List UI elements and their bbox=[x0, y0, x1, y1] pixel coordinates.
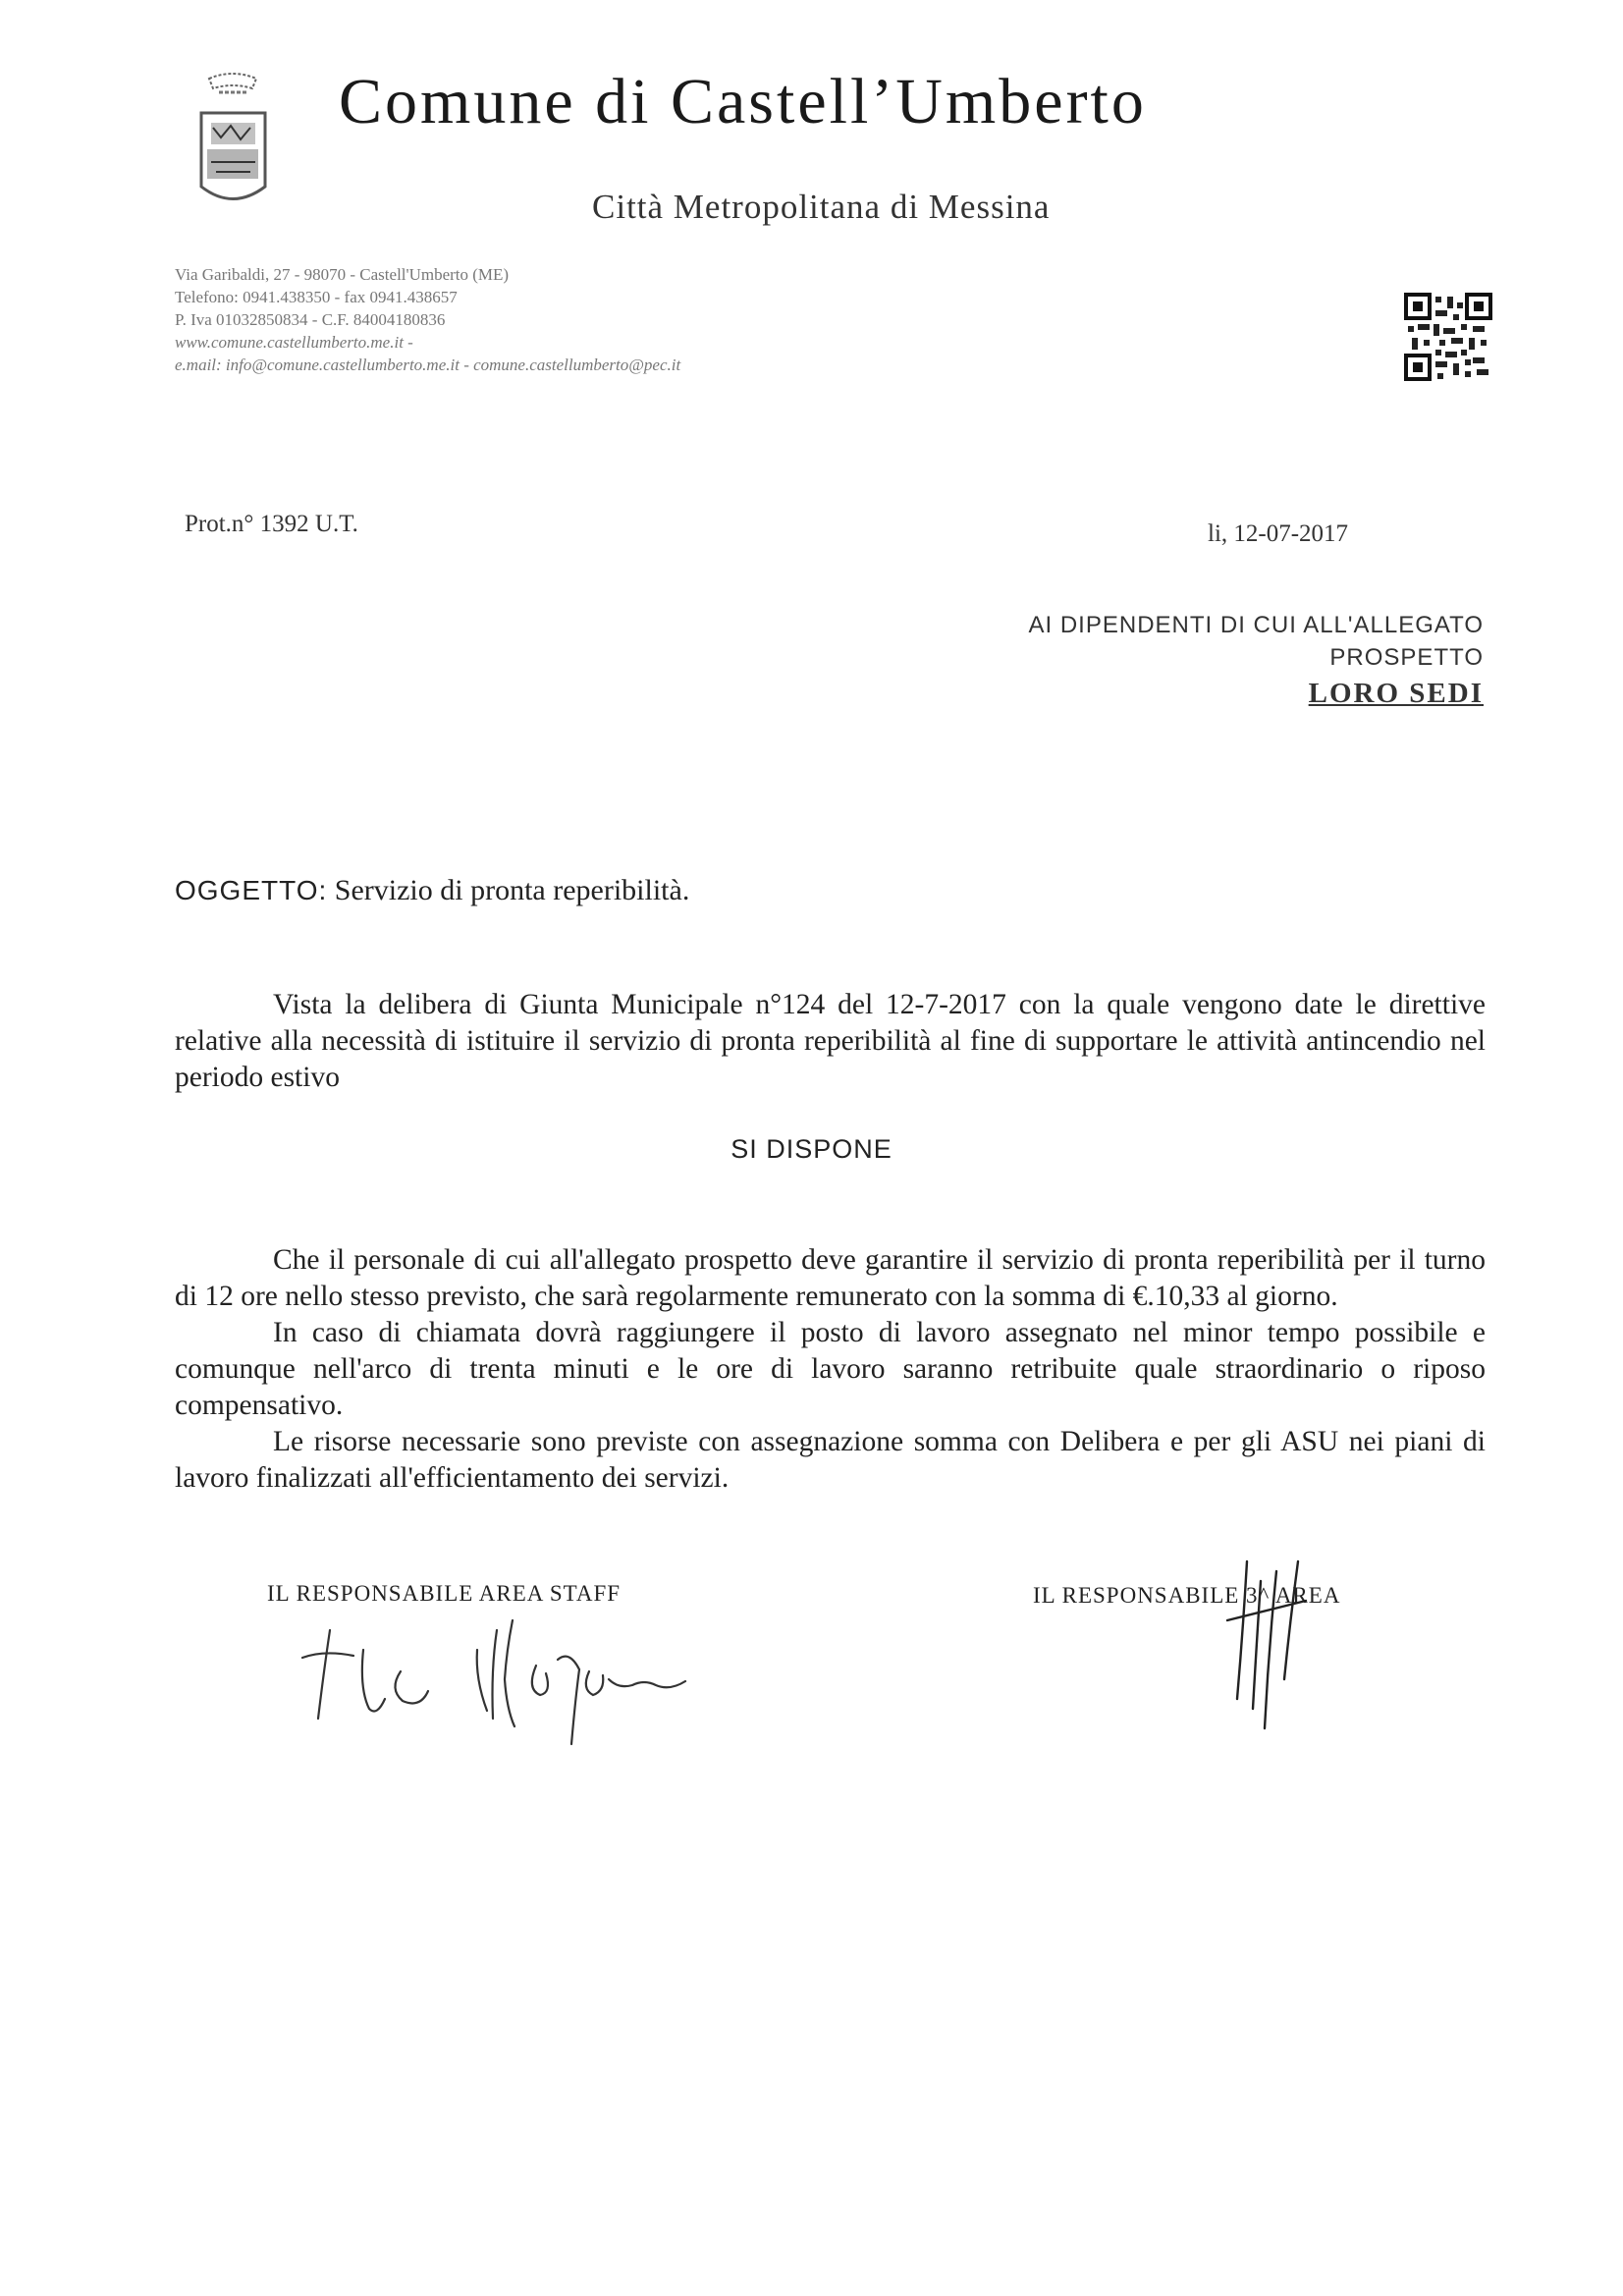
recipient-line-2: PROSPETTO bbox=[1329, 644, 1484, 671]
left-signature-label: IL RESPONSABILE AREA STAFF bbox=[267, 1581, 622, 1606]
body-paragraph-1: Vista la delibera di Giunta Municipale n°124 del 12-7-2017 con la quale vengono date le direttive relative alla necessità di istituire il servizio di pronta reperibilità al fine di supportare le attività antincendio nel periodo estivo bbox=[175, 989, 1486, 1093]
subject-label: OGGETTO: bbox=[175, 875, 328, 905]
right-handwritten-signature bbox=[1208, 1542, 1345, 1738]
tax-line: P. Iva 01032850834 - C.F. 84004180836 bbox=[175, 310, 446, 329]
document-date: li, 12-07-2017 bbox=[1208, 520, 1349, 547]
body-paragraphs bbox=[175, 1242, 1486, 1497]
municipal-crest-icon bbox=[191, 69, 275, 211]
municipality-title: Comune di Castell’Umberto bbox=[339, 66, 1147, 137]
recipient-line-3: LORO SEDI bbox=[1308, 678, 1484, 709]
body-paragraph-4: Le risorse necessarie sono previste con assegnazione somma con Delibera e per gli ASU nei piani di lavoro finalizzati all'efficientamento dei servizi. bbox=[175, 1426, 1486, 1494]
qr-code-icon bbox=[1404, 293, 1492, 381]
municipality-subtitle: Città Metropolitana di Messina bbox=[592, 188, 1051, 226]
phone-line: Telefono: 0941.438350 - fax 0941.438657 bbox=[175, 288, 458, 306]
address-line: Via Garibaldi, 27 - 98070 - Castell'Umberto (ME) bbox=[175, 265, 510, 284]
subject-text: Servizio di pronta reperibilità. bbox=[334, 874, 690, 906]
recipient-line-1: AI DIPENDENTI DI CUI ALL'ALLEGATO bbox=[1028, 612, 1484, 638]
subject-line bbox=[175, 874, 689, 907]
website-line: www.comune.castellumberto.me.it - bbox=[175, 333, 413, 352]
dispone-heading: SI DISPONE bbox=[730, 1134, 893, 1164]
contact-block bbox=[175, 263, 680, 376]
protocol-number: Prot.n° 1392 U.T. bbox=[185, 511, 358, 537]
email-line: e.mail: info@comune.castellumberto.me.it - comune.castellumberto@pec.it bbox=[175, 355, 681, 374]
body-paragraph-3: In caso di chiamata dovrà raggiungere il posto di lavoro assegnato nel minor tempo possibile e comunque nell'arco di trenta minuti e le ore di lavoro saranno retribuite quale straordinario o riposo compensativo. bbox=[175, 1317, 1486, 1421]
body-paragraph-2: Che il personale di cui all'allegato prospetto deve garantire il servizio di pronta reperibilità per il turno di 12 ore nello stesso previsto, che sarà regolarmente remunerato con la somma di €.10,33 al giorno. bbox=[175, 1244, 1486, 1312]
recipient-block bbox=[1029, 609, 1485, 713]
right-signature-label: IL RESPONSABILE 3^ AREA bbox=[1033, 1583, 1341, 1608]
left-handwritten-signature bbox=[295, 1611, 805, 1748]
